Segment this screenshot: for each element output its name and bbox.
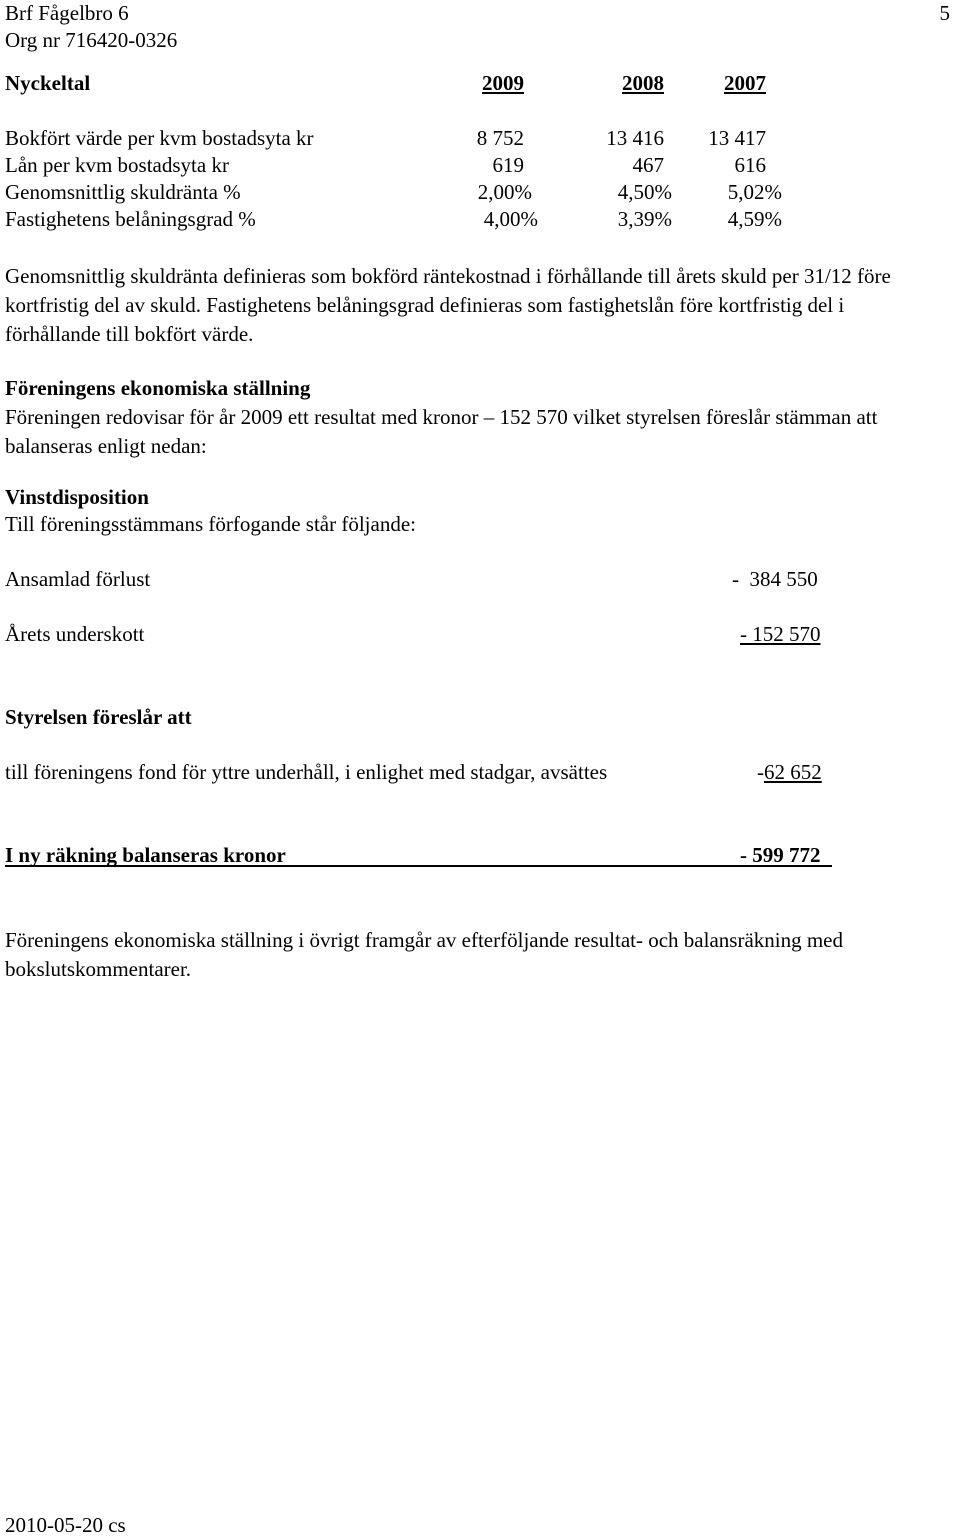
- key-figure-value-2008: 3,39%: [617, 207, 672, 231]
- key-figure-value-2007: 4,59%: [727, 207, 782, 231]
- organization-name: Brf Fågelbro 6: [5, 1, 129, 25]
- carried-forward-label: I ny räkning balanseras kronor: [5, 843, 286, 867]
- carried-forward-underline: [5, 865, 832, 867]
- board-proposal-heading: Styrelsen föreslår att: [5, 705, 192, 729]
- key-figure-value-2009: 619: [492, 153, 524, 177]
- key-figure-value-2008: 4,50%: [617, 180, 672, 204]
- key-figure-value-2007: 13 417: [708, 126, 766, 150]
- year-header-2007: 2007: [724, 71, 766, 95]
- carried-forward-value: - 599 772: [740, 843, 821, 867]
- key-figure-label: Bokfört värde per kvm bostadsyta kr: [5, 126, 314, 150]
- key-figure-value-2008: 467: [632, 153, 664, 177]
- page-number: 5: [939, 1, 950, 25]
- footer-date-signature: 2010-05-20 cs: [5, 1513, 126, 1537]
- key-figure-value-2009: 4,00%: [483, 207, 538, 231]
- key-figure-value-2009: 2,00%: [477, 180, 532, 204]
- financial-position-heading: Föreningens ekonomiska ställning: [5, 376, 311, 400]
- disposition-heading: Vinstdisposition: [5, 485, 149, 509]
- fund-allocation-value: [757, 762, 822, 783]
- organization-number: Org nr 716420-0326: [5, 28, 178, 52]
- key-figures-title: Nyckeltal: [5, 71, 91, 95]
- key-figure-label: Genomsnittlig skuldränta %: [5, 180, 241, 204]
- key-figure-value-2007: 5,02%: [727, 180, 782, 204]
- fund-allocation-amount: 62 652: [764, 760, 822, 784]
- key-figures-definition: Genomsnittlig skuldränta definieras som bokförd räntekostnad i förhållande till årets skuld per 31/12 före kortfristig del av skuld. Fastighetens belåningsgrad definieras som fastighetslån före kortfristig del i förhållande till bokfört värde.: [5, 264, 891, 346]
- closing-text: Föreningens ekonomiska ställning i övrigt framgår av efterföljande resultat- och balansräkning med bokslutskommentarer.: [5, 928, 844, 981]
- disposition-intro: Till föreningsstämmans förfogande står följande:: [5, 512, 416, 536]
- key-figure-value-2007: 616: [734, 153, 766, 177]
- key-figure-label: Fastighetens belåningsgrad %: [5, 207, 256, 231]
- accumulated-loss-value: - 384 550: [732, 567, 818, 591]
- key-figure-value-2008: 13 416: [606, 126, 664, 150]
- financial-position-section: [5, 374, 935, 461]
- financial-position-text: Föreningen redovisar för år 2009 ett resultat med kronor – 152 570 vilket styrelsen föreslår stämman att balanseras enligt nedan:: [5, 405, 878, 458]
- key-figure-label: Lån per kvm bostadsyta kr: [5, 153, 229, 177]
- fund-allocation-label: till föreningens fond för yttre underhåll, i enlighet med stadgar, avsättes: [5, 760, 608, 784]
- year-header-2008: 2008: [622, 71, 664, 95]
- year-deficit-value: - 152 570: [740, 622, 821, 646]
- key-figure-value-2009: 8 752: [476, 126, 524, 150]
- accumulated-loss-label: Ansamlad förlust: [5, 567, 151, 591]
- fund-allocation-sign: -: [757, 760, 764, 784]
- year-deficit-label: Årets underskott: [5, 622, 145, 646]
- year-header-2009: 2009: [482, 71, 524, 95]
